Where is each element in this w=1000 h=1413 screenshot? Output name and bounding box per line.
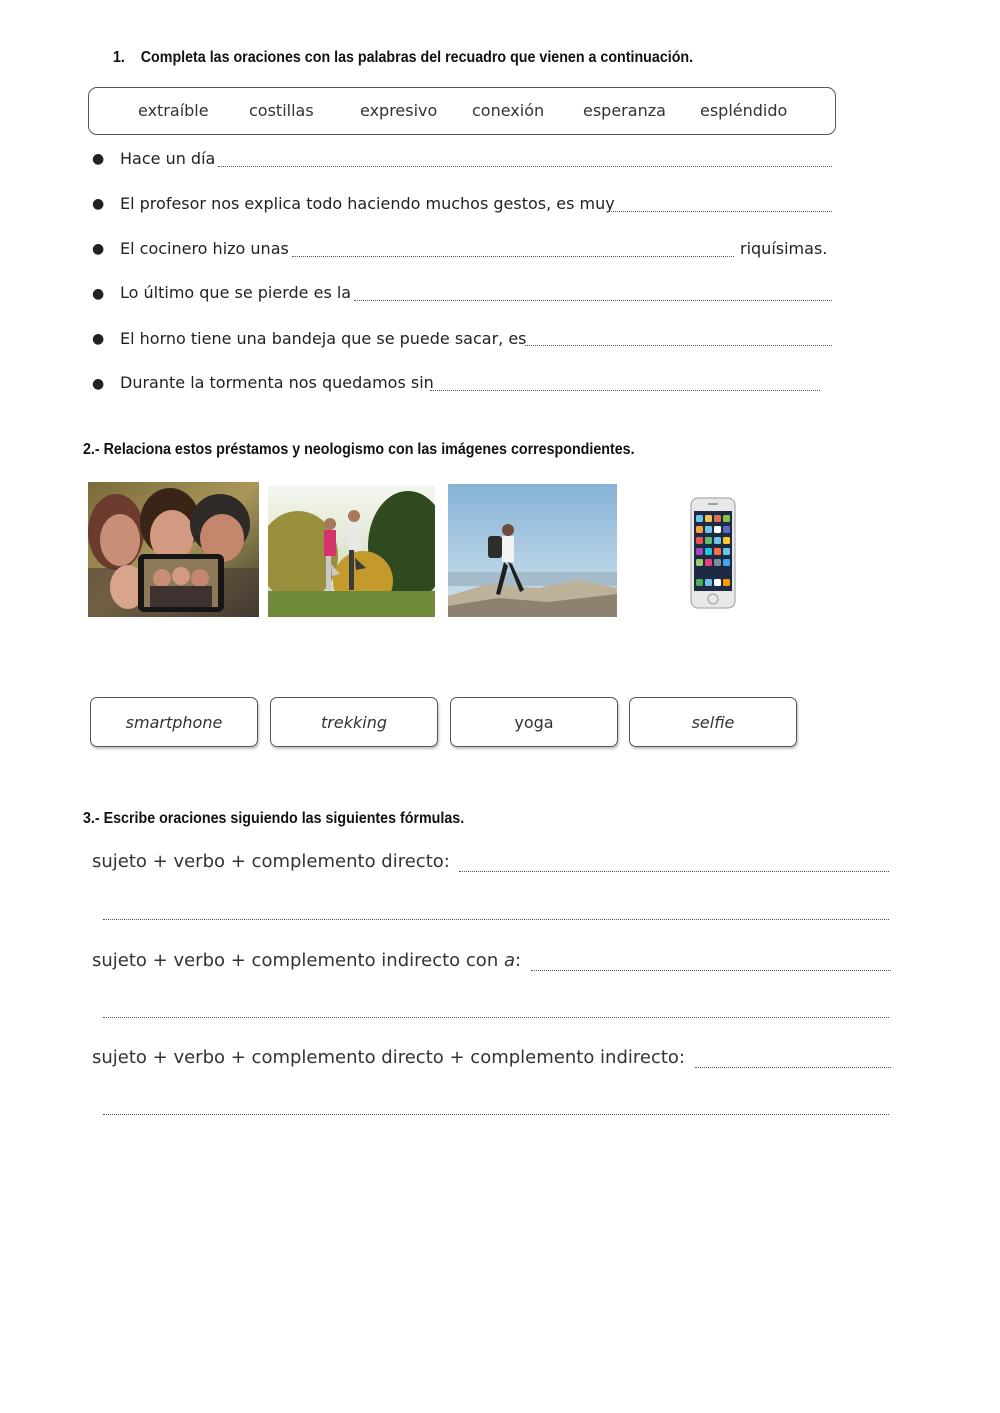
bullet-icon: ● (92, 241, 105, 257)
yoga-photo[interactable] (268, 486, 435, 617)
formula-text: sujeto + verbo + complemento directo + complemento indirecto: (92, 1047, 685, 1068)
sentence-text: Durante la tormenta nos quedamos sin (120, 373, 434, 392)
sentence-text: El horno tiene una bandeja que se puede sacar, es (120, 329, 527, 348)
answer-blank[interactable] (103, 1017, 889, 1018)
bullet-icon: ● (92, 331, 105, 347)
trekking-photo[interactable] (448, 484, 617, 617)
word-bank-item[interactable]: costillas (249, 101, 314, 120)
section-1-number: 1. (113, 49, 125, 66)
answer-blank[interactable] (525, 345, 832, 346)
smartphone-photo[interactable] (690, 497, 736, 609)
sentence-text: Hace un día (120, 149, 216, 168)
answer-blank[interactable] (103, 919, 889, 920)
label-yoga[interactable]: yoga (450, 697, 618, 747)
sentence-text: El profesor nos explica todo haciendo muchos gestos, es muy (120, 194, 615, 213)
label-selfie[interactable]: selfie (629, 697, 797, 747)
section-3-heading: 3.- Escribe oraciones siguiendo las siguientes fórmulas. (83, 810, 465, 827)
section-1-heading (113, 49, 693, 67)
label-trekking[interactable]: trekking (270, 697, 438, 747)
label-smartphone[interactable]: smartphone (90, 697, 258, 747)
bullet-icon: ● (92, 196, 105, 212)
sentence-text: Lo último que se pierde es la (120, 283, 352, 302)
bullet-icon: ● (92, 376, 105, 392)
word-bank-item[interactable]: expresivo (360, 101, 438, 120)
answer-blank[interactable] (103, 1114, 889, 1115)
selfie-photo[interactable] (88, 482, 259, 617)
answer-blank[interactable] (459, 871, 889, 872)
formula-text: sujeto + verbo + complemento directo: (92, 851, 450, 872)
answer-blank[interactable] (695, 1067, 891, 1068)
sentence-text: El cocinero hizo unas (120, 239, 289, 258)
sentence-text-end: riquísimas. (740, 239, 828, 258)
formula-text (92, 950, 521, 971)
answer-blank[interactable] (430, 390, 820, 391)
answer-blank[interactable] (354, 300, 832, 301)
word-bank-item[interactable]: esperanza (583, 101, 666, 120)
formula-suffix: : (514, 950, 522, 971)
answer-blank[interactable] (531, 970, 891, 971)
word-bank-item[interactable]: extraíble (138, 101, 209, 120)
word-bank-item[interactable]: espléndido (700, 101, 788, 120)
word-bank-item[interactable]: conexión (472, 101, 545, 120)
formula-italic: a (503, 950, 515, 971)
bullet-icon: ● (92, 151, 105, 167)
answer-blank[interactable] (608, 211, 832, 212)
section-1-title: Completa las oraciones con las palabras del recuadro que vienen a continuación. (140, 49, 694, 66)
formula-main: sujeto + verbo + complemento indirecto con (92, 950, 504, 971)
answer-blank[interactable] (218, 166, 832, 167)
bullet-icon: ● (92, 286, 105, 302)
section-2-heading: 2.- Relaciona estos préstamos y neologismo con las imágenes correspondientes. (83, 441, 635, 458)
answer-blank[interactable] (292, 256, 734, 257)
